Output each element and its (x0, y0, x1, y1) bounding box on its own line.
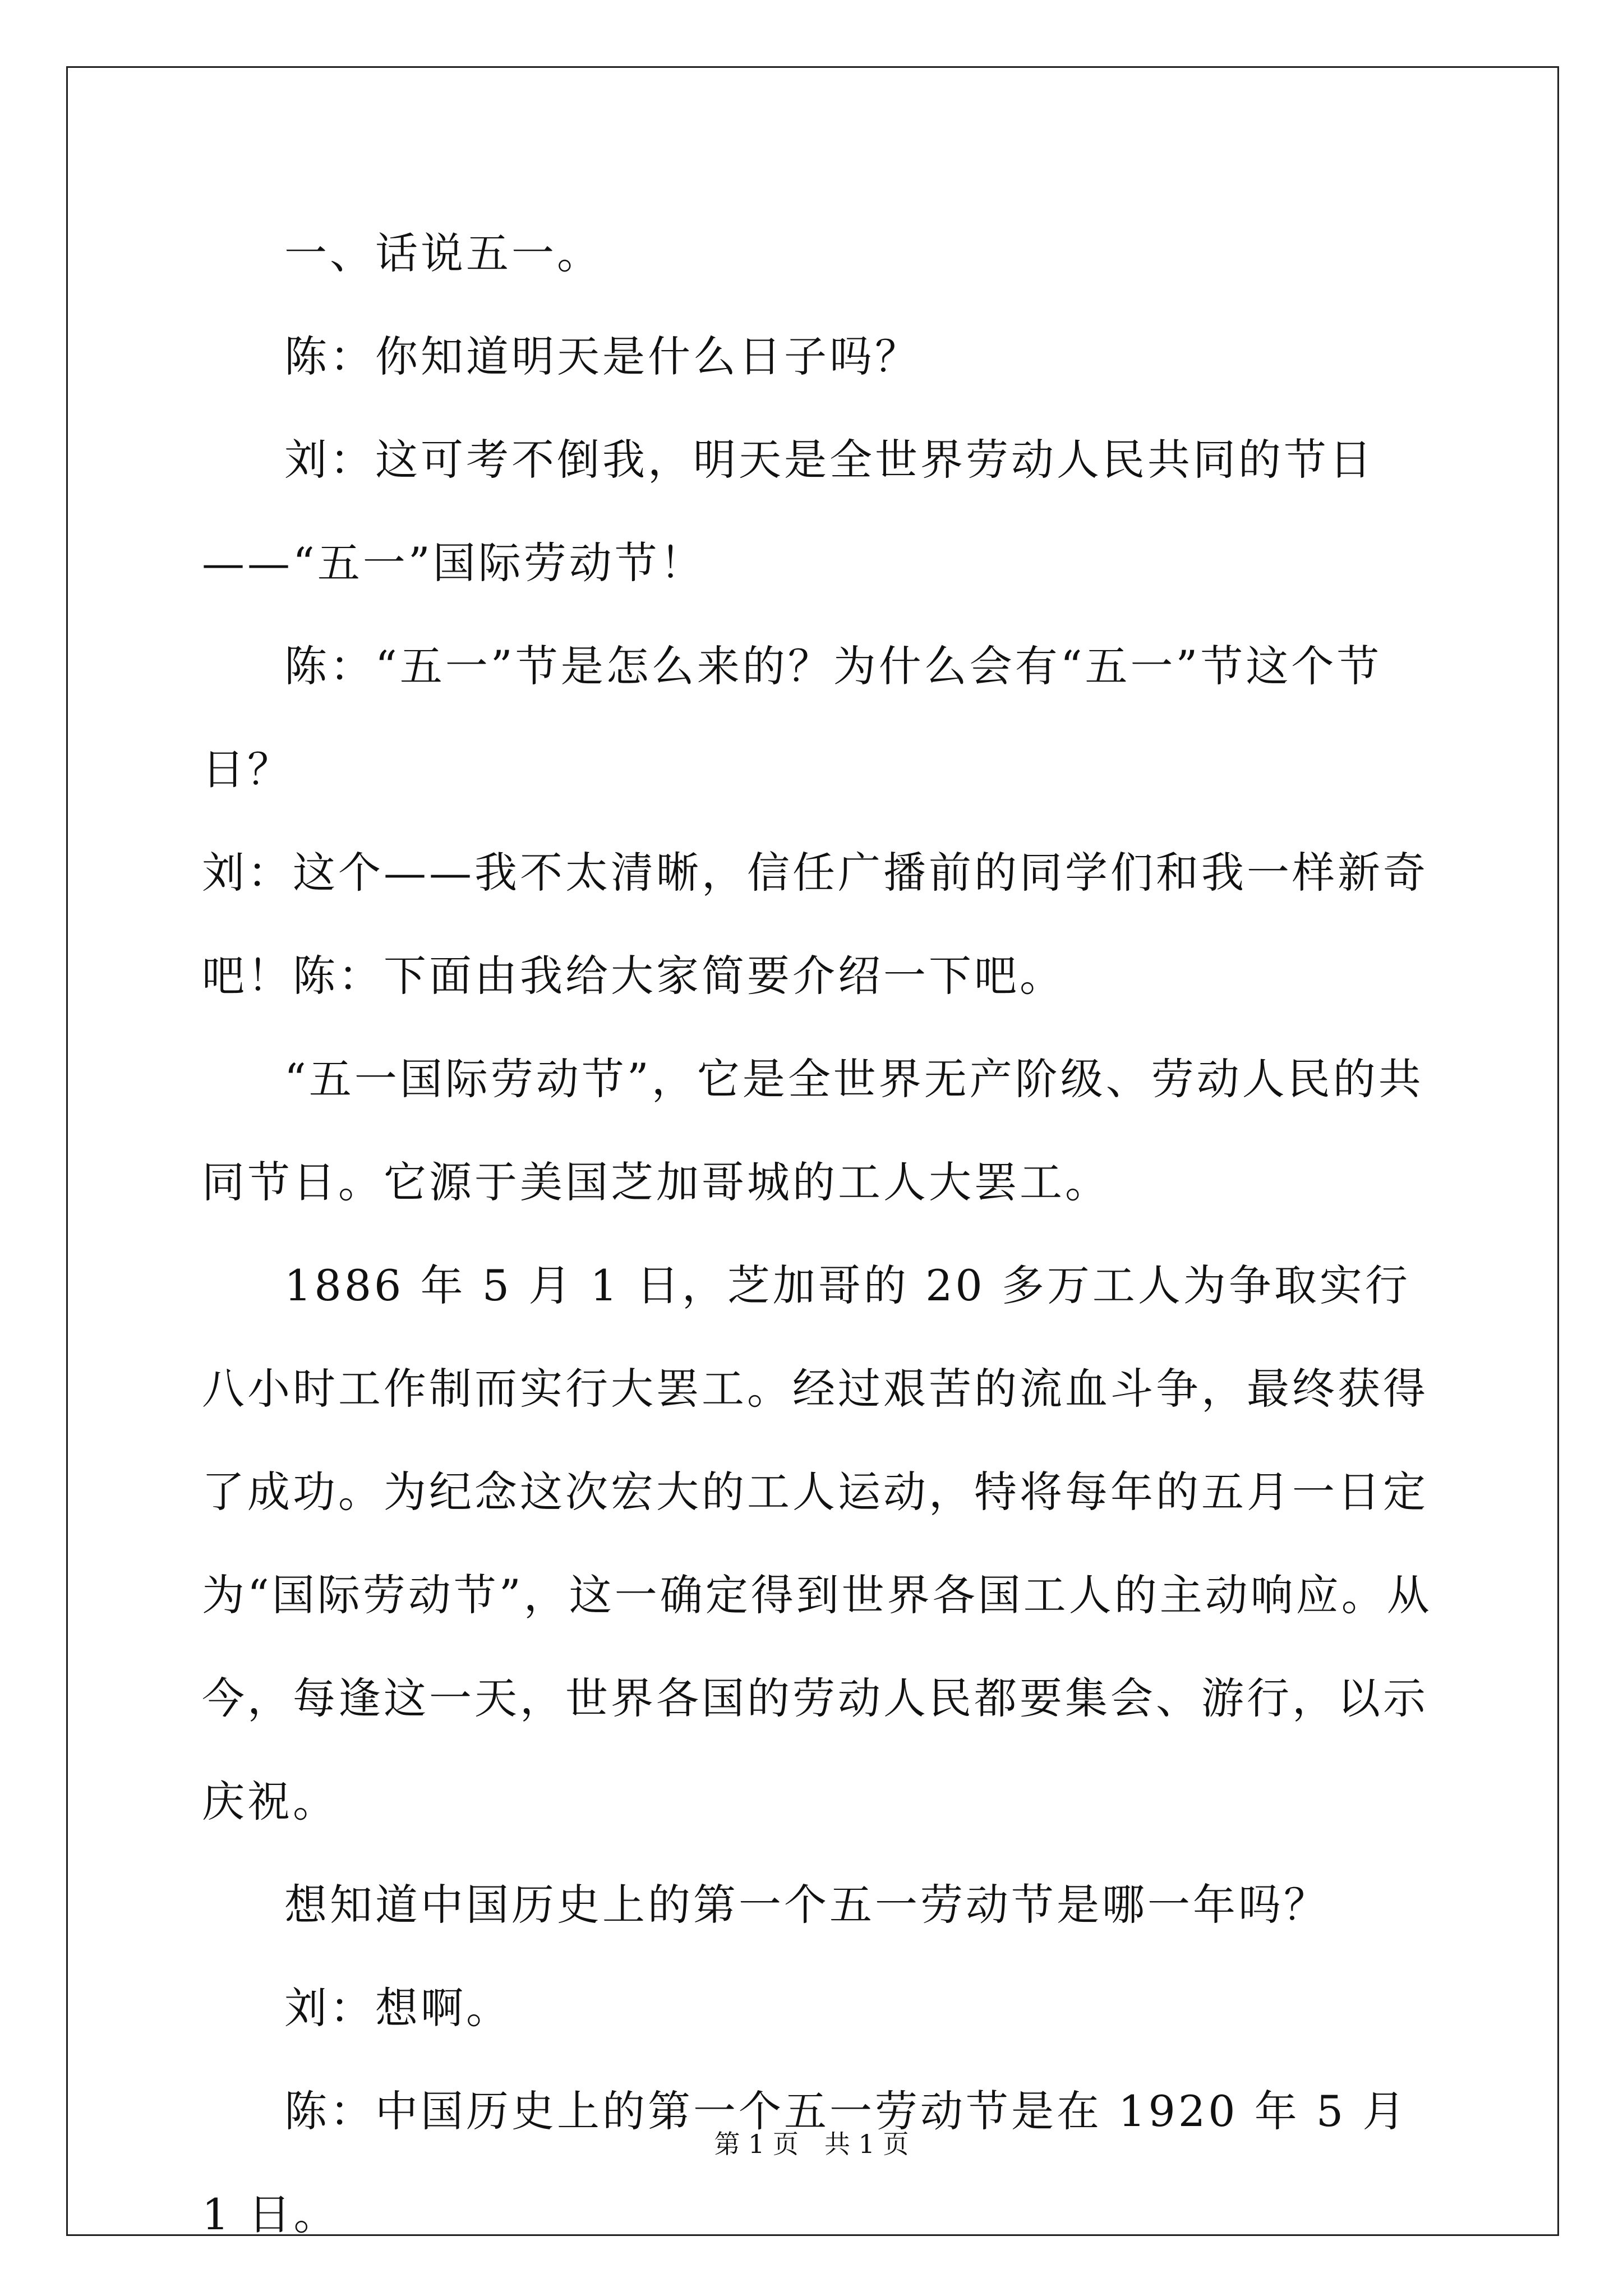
body-paragraph: 想知道中国历史上的第一个五一劳动节是哪一年吗？ (284, 1880, 1329, 1930)
section-heading: 一、话说五一。 (284, 228, 602, 278)
dialogue-line: 陈：中国历史上的第一个五一劳动节是在 1920 年 5 月 1 日。 (202, 2086, 1408, 2239)
dialogue-line: 陈：你知道明天是什么日子吗？ (284, 332, 920, 381)
body-paragraph: 1886 年 5 月 1 日，芝加哥的 20 多万工人为争取实行八小时工作制而实行大罢工。经过艰苦的流血斗争，最终获得了成功。为纪念这次宏大的工人运动，特将每年的五月一日定为“国际劳动节”，这一确定得到世界各国工人的主动响应。从今，每逢这一天，世界各国的劳动人民都要集会、游行，以示庆祝。 (202, 1260, 1432, 1826)
dialogue-line: 陈：“五一”节是怎么来的？为什么会有“五一”节这个节日？ (202, 641, 1382, 794)
dialogue-line: 刘：这可考不倒我，明天是全世界劳动人民共同的节日——“五一”国际劳动节！ (202, 435, 1375, 588)
body-paragraph: “五一国际劳动节”，它是全世界无产阶级、劳动人民的共同节日。它源于美国芝加哥城的工人大罢工。 (202, 1054, 1424, 1207)
dialogue-line: 刘：想啊。 (284, 1983, 511, 2033)
document-body (202, 202, 1433, 2266)
dialogue-line: 刘：这个——我不太清晰，信任广播前的同学们和我一样新奇吧！陈：下面由我给大家简要介绍一下吧。 (202, 848, 1428, 1001)
page-number-footer: 第 1 页 共 1 页 (714, 2129, 909, 2159)
